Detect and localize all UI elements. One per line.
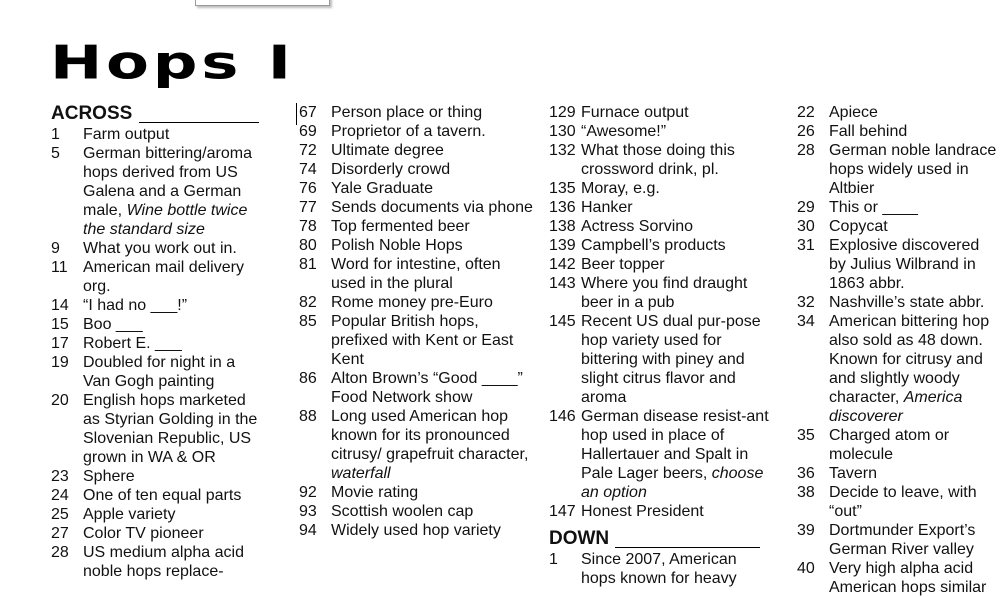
clue-item bbox=[797, 426, 1000, 464]
clue-text bbox=[83, 125, 266, 144]
clue-text bbox=[581, 198, 774, 217]
clue-text bbox=[83, 486, 266, 505]
clue-text bbox=[331, 312, 535, 369]
clue-number: 15 bbox=[51, 316, 69, 333]
clue-item bbox=[549, 179, 774, 198]
clue-number: 80 bbox=[299, 237, 317, 254]
clue-number: 31 bbox=[797, 237, 815, 254]
clue-text-plain: This or ____ bbox=[829, 199, 918, 216]
clue-text bbox=[331, 217, 535, 236]
clue-item bbox=[797, 236, 1000, 293]
clue-text bbox=[581, 236, 774, 255]
clue-number: 142 bbox=[549, 256, 576, 273]
clue-text-plain: What those doing this crossword drink, pl. bbox=[581, 142, 735, 178]
clue-text bbox=[83, 315, 266, 334]
clue-text-plain: Disorderly crowd bbox=[331, 161, 451, 178]
clue-text-plain: Word for intestine, often used in the plural bbox=[331, 256, 501, 292]
clue-text-plain: Robert E. ___ bbox=[83, 335, 182, 352]
clue-item bbox=[797, 141, 1000, 198]
clue-item bbox=[299, 483, 535, 502]
heading-rule bbox=[139, 122, 259, 123]
clue-text bbox=[331, 369, 535, 407]
clue-text-italic: waterfall bbox=[331, 465, 391, 482]
clue-item bbox=[797, 198, 1000, 217]
clue-text-plain: Copycat bbox=[829, 218, 888, 235]
clue-text bbox=[83, 239, 266, 258]
clue-text bbox=[83, 505, 266, 524]
clue-text-plain: “I had no ___!” bbox=[83, 297, 188, 314]
clue-item bbox=[51, 486, 266, 505]
clue-item bbox=[797, 483, 1000, 521]
clue-number: 92 bbox=[299, 484, 317, 501]
clue-text bbox=[829, 426, 1000, 464]
clue-number: 76 bbox=[299, 180, 317, 197]
clue-item bbox=[299, 502, 535, 521]
clue-number: 82 bbox=[299, 294, 317, 311]
clue-number: 5 bbox=[51, 145, 60, 162]
floating-toolbar-box bbox=[195, 0, 330, 6]
clue-list-col2 bbox=[299, 103, 535, 540]
clue-text bbox=[829, 559, 1000, 597]
clue-text bbox=[331, 521, 535, 540]
clue-text-plain: Ultimate degree bbox=[331, 142, 444, 159]
clue-number: 88 bbox=[299, 408, 317, 425]
clue-number: 145 bbox=[549, 313, 576, 330]
clue-list-col3-across bbox=[549, 103, 774, 521]
clue-text bbox=[581, 122, 774, 141]
clue-item bbox=[299, 521, 535, 540]
clue-text-plain: Recent US dual pur-pose hop variety used for bittering with piney and slight citrus flavor and aroma bbox=[581, 313, 761, 406]
clue-item bbox=[549, 217, 774, 236]
clue-text-plain: Person place or thing bbox=[331, 104, 483, 121]
clue-text-plain: Hanker bbox=[581, 199, 633, 216]
clue-text bbox=[829, 312, 1000, 426]
clue-text-plain: Popular British hops, prefixed with Kent or East Kent bbox=[331, 313, 514, 368]
clue-item bbox=[797, 122, 1000, 141]
clue-item bbox=[549, 122, 774, 141]
clue-text bbox=[829, 217, 1000, 236]
clue-item bbox=[797, 217, 1000, 236]
clue-item bbox=[51, 315, 266, 334]
clue-text-plain: Honest President bbox=[581, 503, 704, 520]
clue-text bbox=[581, 312, 774, 407]
clue-item bbox=[299, 255, 535, 293]
clue-number: 93 bbox=[299, 503, 317, 520]
clue-number: 67 bbox=[299, 104, 317, 121]
clue-item bbox=[549, 407, 774, 502]
clue-text bbox=[83, 467, 266, 486]
clue-number: 143 bbox=[549, 275, 576, 292]
clue-text-plain: Color TV pioneer bbox=[83, 525, 204, 542]
clue-item bbox=[549, 274, 774, 312]
clue-number: 130 bbox=[549, 123, 576, 140]
clue-number: 81 bbox=[299, 256, 317, 273]
clue-text-plain: Long used American hop known for its pronounced citrusy/ grapefruit character, bbox=[331, 408, 529, 463]
clue-text-plain: Movie rating bbox=[331, 484, 419, 501]
clue-text-plain: Apiece bbox=[829, 104, 878, 121]
clue-number: 14 bbox=[51, 297, 69, 314]
clue-text bbox=[581, 502, 774, 521]
clue-text bbox=[829, 521, 1000, 559]
clue-text bbox=[581, 141, 774, 179]
clue-number: 19 bbox=[51, 354, 69, 371]
clue-item bbox=[549, 255, 774, 274]
clue-item bbox=[797, 312, 1000, 426]
clue-text bbox=[331, 407, 535, 483]
clue-text-plain: Fall behind bbox=[829, 123, 908, 140]
clue-number: 28 bbox=[51, 544, 69, 561]
clue-text-plain: Decide to leave, with “out” bbox=[829, 484, 977, 520]
clue-number: 25 bbox=[51, 506, 69, 523]
clue-text-plain: Farm output bbox=[83, 126, 170, 143]
clue-text bbox=[83, 334, 266, 353]
clue-number: 36 bbox=[797, 465, 815, 482]
clue-number: 40 bbox=[797, 560, 815, 577]
clue-text bbox=[83, 543, 266, 581]
clue-number: 74 bbox=[299, 161, 317, 178]
clue-number: 85 bbox=[299, 313, 317, 330]
clue-number: 77 bbox=[299, 199, 317, 216]
clue-item bbox=[549, 236, 774, 255]
text-cursor bbox=[296, 103, 297, 125]
clue-text bbox=[331, 122, 535, 141]
clue-text-plain: Polish Noble Hops bbox=[331, 237, 463, 254]
clue-item bbox=[299, 312, 535, 369]
clue-text-plain: German noble landrace hops widely used in Altbier bbox=[829, 142, 997, 197]
clue-item bbox=[299, 160, 535, 179]
clue-text bbox=[581, 179, 774, 198]
clue-item bbox=[299, 179, 535, 198]
clue-item bbox=[51, 524, 266, 543]
clue-text-plain: German disease resist-ant hop used in place of Hallertauer and Spalt in Pale Lager beers, bbox=[581, 408, 769, 482]
clue-text bbox=[581, 550, 774, 588]
clue-text-italic: America discoverer bbox=[829, 389, 963, 425]
down-heading bbox=[549, 528, 774, 550]
clue-number: 1 bbox=[51, 126, 60, 143]
clue-number: 135 bbox=[549, 180, 576, 197]
clue-text bbox=[83, 391, 266, 467]
clue-text bbox=[829, 198, 1000, 217]
clue-item bbox=[51, 505, 266, 524]
clue-text bbox=[829, 483, 1000, 521]
clue-text-plain: “Awesome!” bbox=[581, 123, 667, 140]
clue-item bbox=[549, 550, 774, 588]
clue-number: 22 bbox=[797, 104, 815, 121]
clue-item bbox=[299, 407, 535, 483]
clue-item bbox=[299, 198, 535, 217]
down-label: DOWN bbox=[549, 528, 610, 549]
clue-text-plain: US medium alpha acid noble hops replace- bbox=[83, 544, 244, 580]
clue-list-col1 bbox=[51, 125, 266, 581]
clue-number: 139 bbox=[549, 237, 576, 254]
clue-text bbox=[331, 293, 535, 312]
clue-item bbox=[797, 521, 1000, 559]
clue-text-plain: Boo ___ bbox=[83, 316, 143, 333]
across-heading bbox=[51, 103, 266, 125]
clue-item bbox=[51, 391, 266, 467]
clue-text bbox=[83, 353, 266, 391]
clue-number: 17 bbox=[51, 335, 69, 352]
clue-item bbox=[51, 258, 266, 296]
clue-number: 11 bbox=[51, 259, 68, 276]
clue-text-plain: Proprietor of a tavern. bbox=[331, 123, 486, 140]
column-2 bbox=[299, 103, 535, 540]
clue-text-plain: American mail delivery org. bbox=[83, 259, 244, 295]
clue-text-plain: English hops marketed as Styrian Golding in the Slovenian Republic, US grown in WA & OR bbox=[83, 392, 258, 466]
across-label: ACROSS bbox=[51, 103, 133, 124]
clue-number: 129 bbox=[549, 104, 576, 121]
clue-number: 86 bbox=[299, 370, 317, 387]
clue-number: 94 bbox=[299, 522, 317, 539]
clue-number: 146 bbox=[549, 408, 576, 425]
column-4 bbox=[797, 103, 1000, 597]
clue-number: 39 bbox=[797, 522, 815, 539]
clue-number: 28 bbox=[797, 142, 815, 159]
clue-number: 69 bbox=[299, 123, 317, 140]
clue-text bbox=[581, 407, 774, 502]
clue-number: 24 bbox=[51, 487, 69, 504]
clue-item bbox=[51, 296, 266, 315]
clue-number: 78 bbox=[299, 218, 317, 235]
clue-text-italic: Wine bottle twice the standard size bbox=[83, 202, 248, 238]
clue-item bbox=[51, 125, 266, 144]
clue-item bbox=[549, 198, 774, 217]
clue-item bbox=[299, 103, 535, 122]
column-3 bbox=[549, 103, 774, 588]
clue-text bbox=[581, 255, 774, 274]
clue-text bbox=[581, 274, 774, 312]
clue-item bbox=[299, 236, 535, 255]
clue-text-plain: German bittering/aroma hops derived from US Galena and a German male, bbox=[83, 145, 252, 219]
clue-text-plain: Tavern bbox=[829, 465, 878, 482]
clue-number: 136 bbox=[549, 199, 576, 216]
clue-text bbox=[829, 293, 1000, 312]
clue-text bbox=[83, 296, 266, 315]
clue-list-col4 bbox=[797, 103, 1000, 597]
clue-item bbox=[299, 141, 535, 160]
clue-text bbox=[331, 160, 535, 179]
clue-text bbox=[331, 502, 535, 521]
clue-item bbox=[797, 293, 1000, 312]
clue-text bbox=[331, 255, 535, 293]
clue-text bbox=[83, 524, 266, 543]
clue-text bbox=[331, 236, 535, 255]
clue-text-plain: Since 2007, American hops known for heavy bbox=[581, 551, 737, 587]
clue-text bbox=[331, 179, 535, 198]
clue-text-plain: Explosive discovered by Julius Wilbrand in 1863 abbr. bbox=[829, 237, 980, 292]
clue-item bbox=[549, 502, 774, 521]
clue-text-plain: One of ten equal parts bbox=[83, 487, 242, 504]
clue-item bbox=[51, 353, 266, 391]
clue-text-plain: Beer topper bbox=[581, 256, 665, 273]
clue-item bbox=[549, 103, 774, 122]
clue-number: 29 bbox=[797, 199, 815, 216]
column-1 bbox=[51, 103, 266, 581]
clue-item bbox=[549, 141, 774, 179]
clue-text-plain: Campbell’s products bbox=[581, 237, 726, 254]
clue-text bbox=[829, 122, 1000, 141]
clue-text bbox=[331, 103, 535, 122]
clue-text bbox=[83, 144, 266, 239]
clue-item bbox=[797, 464, 1000, 483]
clue-number: 27 bbox=[51, 525, 69, 542]
clue-item bbox=[549, 312, 774, 407]
clue-text bbox=[581, 217, 774, 236]
clue-number: 32 bbox=[797, 294, 815, 311]
clue-text bbox=[829, 141, 1000, 198]
clue-text-plain: What you work out in. bbox=[83, 240, 237, 257]
clue-text bbox=[829, 464, 1000, 483]
clue-text-plain: Yale Graduate bbox=[331, 180, 433, 197]
clue-item bbox=[51, 467, 266, 486]
clue-item bbox=[51, 144, 266, 239]
clue-text bbox=[829, 236, 1000, 293]
clue-list-col3-down bbox=[549, 550, 774, 588]
clue-number: 30 bbox=[797, 218, 815, 235]
clue-text-plain: Dortmunder Export’s German River valley bbox=[829, 522, 976, 558]
clue-text-plain: Nashville’s state abbr. bbox=[829, 294, 985, 311]
clue-text bbox=[331, 141, 535, 160]
clue-text-plain: Very high alpha acid American hops similar bbox=[829, 560, 987, 596]
clue-number: 35 bbox=[797, 427, 815, 444]
clue-text bbox=[829, 103, 1000, 122]
clue-text-plain: Apple variety bbox=[83, 506, 176, 523]
clue-text bbox=[83, 258, 266, 296]
clue-number: 26 bbox=[797, 123, 815, 140]
clue-item bbox=[299, 122, 535, 141]
clue-text-plain: Charged atom or molecule bbox=[829, 427, 950, 463]
clue-text-plain: Moray, e.g. bbox=[581, 180, 660, 197]
clue-text bbox=[331, 198, 535, 217]
clue-number: 34 bbox=[797, 313, 815, 330]
clue-item bbox=[51, 239, 266, 258]
clue-text-plain: Furnace output bbox=[581, 104, 689, 121]
clue-text-plain: Alton Brown’s “Good ____” Food Network show bbox=[331, 370, 523, 406]
clue-text-plain: American bittering hop also sold as 48 down. Known for citrusy and and slightly woody character, bbox=[829, 313, 990, 406]
clue-text-plain: Sphere bbox=[83, 468, 135, 485]
clue-item bbox=[797, 559, 1000, 597]
puzzle-title: Hops I bbox=[50, 36, 295, 90]
clue-number: 138 bbox=[549, 218, 576, 235]
clue-item bbox=[299, 369, 535, 407]
clue-item bbox=[299, 293, 535, 312]
clue-text-italic: choose an option bbox=[581, 465, 764, 501]
clue-number: 147 bbox=[549, 503, 576, 520]
clue-item bbox=[51, 334, 266, 353]
clue-text-plain: Sends documents via phone bbox=[331, 199, 533, 216]
clue-text-plain: Where you find draught beer in a pub bbox=[581, 275, 748, 311]
clue-number: 72 bbox=[299, 142, 317, 159]
clue-text bbox=[331, 483, 535, 502]
clue-text-plain: Doubled for night in a Van Gogh painting bbox=[83, 354, 236, 390]
clue-number: 1 bbox=[549, 551, 558, 568]
clue-text-plain: Actress Sorvino bbox=[581, 218, 694, 235]
clue-number: 9 bbox=[51, 240, 60, 257]
heading-rule bbox=[615, 547, 760, 548]
clue-text bbox=[581, 103, 774, 122]
clue-number: 23 bbox=[51, 468, 69, 485]
clue-number: 132 bbox=[549, 142, 576, 159]
clue-item bbox=[51, 543, 266, 581]
clue-text-plain: Rome money pre-Euro bbox=[331, 294, 493, 311]
clue-number: 38 bbox=[797, 484, 815, 501]
clue-text-plain: Top fermented beer bbox=[331, 218, 470, 235]
clue-item bbox=[797, 103, 1000, 122]
clue-text-plain: Widely used hop variety bbox=[331, 522, 501, 539]
clue-number: 20 bbox=[51, 392, 69, 409]
clue-item bbox=[299, 217, 535, 236]
clue-text-plain: Scottish woolen cap bbox=[331, 503, 474, 520]
